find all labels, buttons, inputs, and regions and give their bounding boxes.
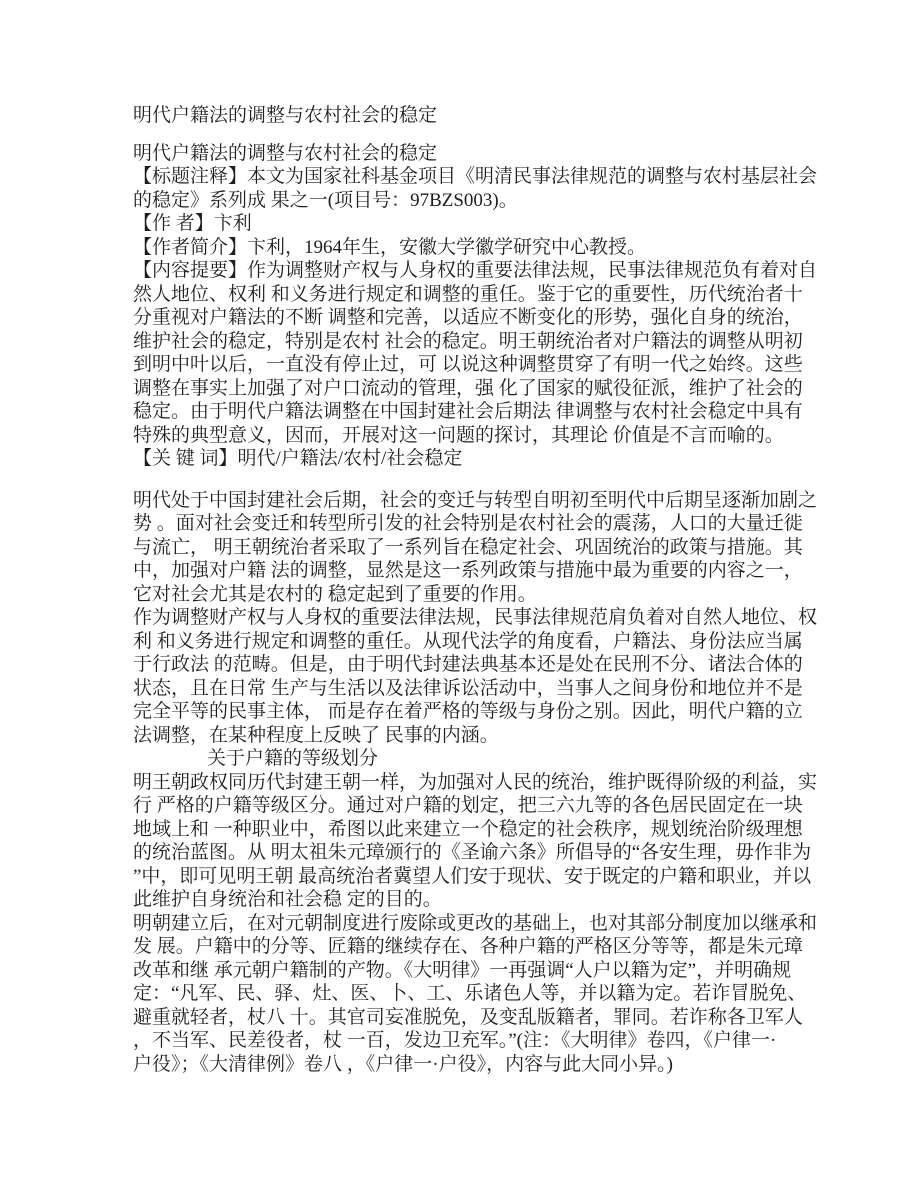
text-line: 【关 键 词】明代/户籍法/农村/社会稳定 bbox=[133, 448, 463, 469]
text-line: 的统治蓝图。从 明太祖朱元璋颁行的《圣谕六条》所倡导的“各安生理，毋作非为 bbox=[133, 842, 812, 863]
text-line: 分重视对户籍法的不断 调整和完善，以适应不断变化的形势，强化自身的统治， bbox=[133, 307, 803, 328]
text-line: 稳定。由于明代户籍法调整在中国封建社会后期法 律调整与农村社会稳定中具有 bbox=[133, 401, 803, 422]
text-line: 【标题注释】本文为国家社科基金项目《明清民事法律规范的调整与农村基层社会 bbox=[133, 166, 818, 187]
text-line: 维护社会的稳定，特别是农村 社会的稳定。明王朝统治者对户籍法的调整从明初 bbox=[133, 330, 803, 352]
text-line: 它对社会尤其是农村的 稳定起到了重要的作用。 bbox=[133, 583, 537, 605]
text-line: 到明中叶以后，一直没有停止过，可 以说这种调整贯穿了有明一代之始终。这些 bbox=[133, 354, 803, 375]
text-line: 中，加强对户籍 法的调整，显然是这一系列政策与措施中最为重要的内容之一， bbox=[133, 560, 803, 581]
text-line: 然人地位、权利 和义务进行规定和调整的重任。鉴于它的重要性，历代统治者十 bbox=[133, 283, 803, 305]
text-line: 改革和继 承元朝户籍制的产物。《大明律》一再强调“人户以籍为定”，并明确规 bbox=[133, 959, 792, 981]
text-line: 户役》；《大清律例》卷八 ，《户律一·户役》，内容与此大同小异。) bbox=[133, 1053, 673, 1075]
text-line: 势 。面对社会变迁和转型所引发的社会特别是农村社会的震荡，人口的大量迁徙 bbox=[133, 513, 803, 534]
text-line: ，不当军、民差役者，杖 一百，发边卫充军。”(注：《大明律》卷四，《户律一· bbox=[133, 1030, 777, 1051]
text-line: 避重就轻者，杖八 十。其官司妄准脱免，及变乱版籍者，罪同。若诈称各卫军人 bbox=[133, 1006, 803, 1028]
text-line: 地域上和 一种职业中，希图以此来建立一个稳定的社会秩序，规划统治阶级理想 bbox=[133, 818, 803, 840]
text-line: 此维护自身统治和社会稳 定的目的。 bbox=[133, 889, 442, 910]
text-line: 调整在事实上加强了对户口流动的管理，强 化了国家的赋役征派，维护了社会的 bbox=[133, 377, 803, 399]
text-line: ”中，即可见明王朝 最高统治者冀望人们安于现状、安于既定的户籍和职业，并以 bbox=[133, 865, 812, 887]
text-line: 行 严格的户籍等级区分。通过对户籍的划定，把三六九等的各色居民固定在一块 bbox=[133, 795, 803, 816]
document-title: 明代户籍法的调整与农村社会的稳定 bbox=[133, 105, 438, 126]
section-block bbox=[133, 771, 820, 1077]
text-line: 作为调整财产权与人身权的重要法律法规，民事法律规范肩负着对自然人地位、权 bbox=[133, 607, 818, 628]
text-line: 法调整，在某种程度上反映了 民事的内涵。 bbox=[133, 724, 499, 746]
text-line: 明代处于中国封建社会后期，社会的变迁与转型自明初至明代中后期呈逐渐加剧之 bbox=[133, 489, 818, 511]
text-line: 【作 者】卞利 bbox=[133, 213, 252, 234]
text-line: 明王朝政权同历代封建王朝一样，为加强对人民的统治，维护既得阶级的利益，实 bbox=[133, 771, 818, 793]
meta-block bbox=[133, 142, 820, 471]
section-heading: 关于户籍的等级划分 bbox=[207, 748, 379, 769]
text-line: 发 展。户籍中的分等、匠籍的继续存在、各种户籍的严格区分等等，都是朱元璋 bbox=[133, 936, 803, 957]
text-line: 定：“凡军、民、驿、灶、医、卜、工、乐诸色人等，并以籍为定。若诈冒脱免、 bbox=[133, 983, 807, 1004]
text-line: 【内容提要】作为调整财产权与人身权的重要法律法规，民事法律规范负有着对自 bbox=[133, 260, 818, 281]
text-line: 特殊的典型意义，因而，开展对这一问题的探讨，其理论 价值是不言而喻的。 bbox=[133, 424, 784, 446]
text-line: 利 和义务进行规定和调整的重任。从现代法学的角度看，户籍法、身份法应当属 bbox=[133, 630, 803, 652]
text-line: 完全平等的民事主体， 而是存在着严格的等级与身份之别。因此，明代户籍的立 bbox=[133, 701, 803, 722]
text-line: 状态，且在日常 生产与生活以及法律诉讼活动中，当事人之间身份和地位并不是 bbox=[133, 677, 803, 699]
text-line: 与流亡， 明王朝统治者采取了一系列旨在稳定社会、巩固统治的政策与措施。其 bbox=[133, 536, 803, 558]
text-line: 明代户籍法的调整与农村社会的稳定 bbox=[133, 142, 438, 164]
intro-block bbox=[133, 489, 820, 748]
text-line: 的稳定》系列成 果之一(项目号：97BZS003)。 bbox=[133, 189, 518, 211]
text-line: 明朝建立后，在对元朝制度进行废除或更改的基础上，也对其部分制度加以继承和 bbox=[133, 912, 818, 934]
text-line: 【作者简介】卞利，1964年生，安徽大学徽学研究中心教授。 bbox=[133, 236, 647, 258]
text-line: 于行政法 的范畴。但是，由于明代封建法典基本还是处在民刑不分、诸法合体的 bbox=[133, 654, 803, 675]
